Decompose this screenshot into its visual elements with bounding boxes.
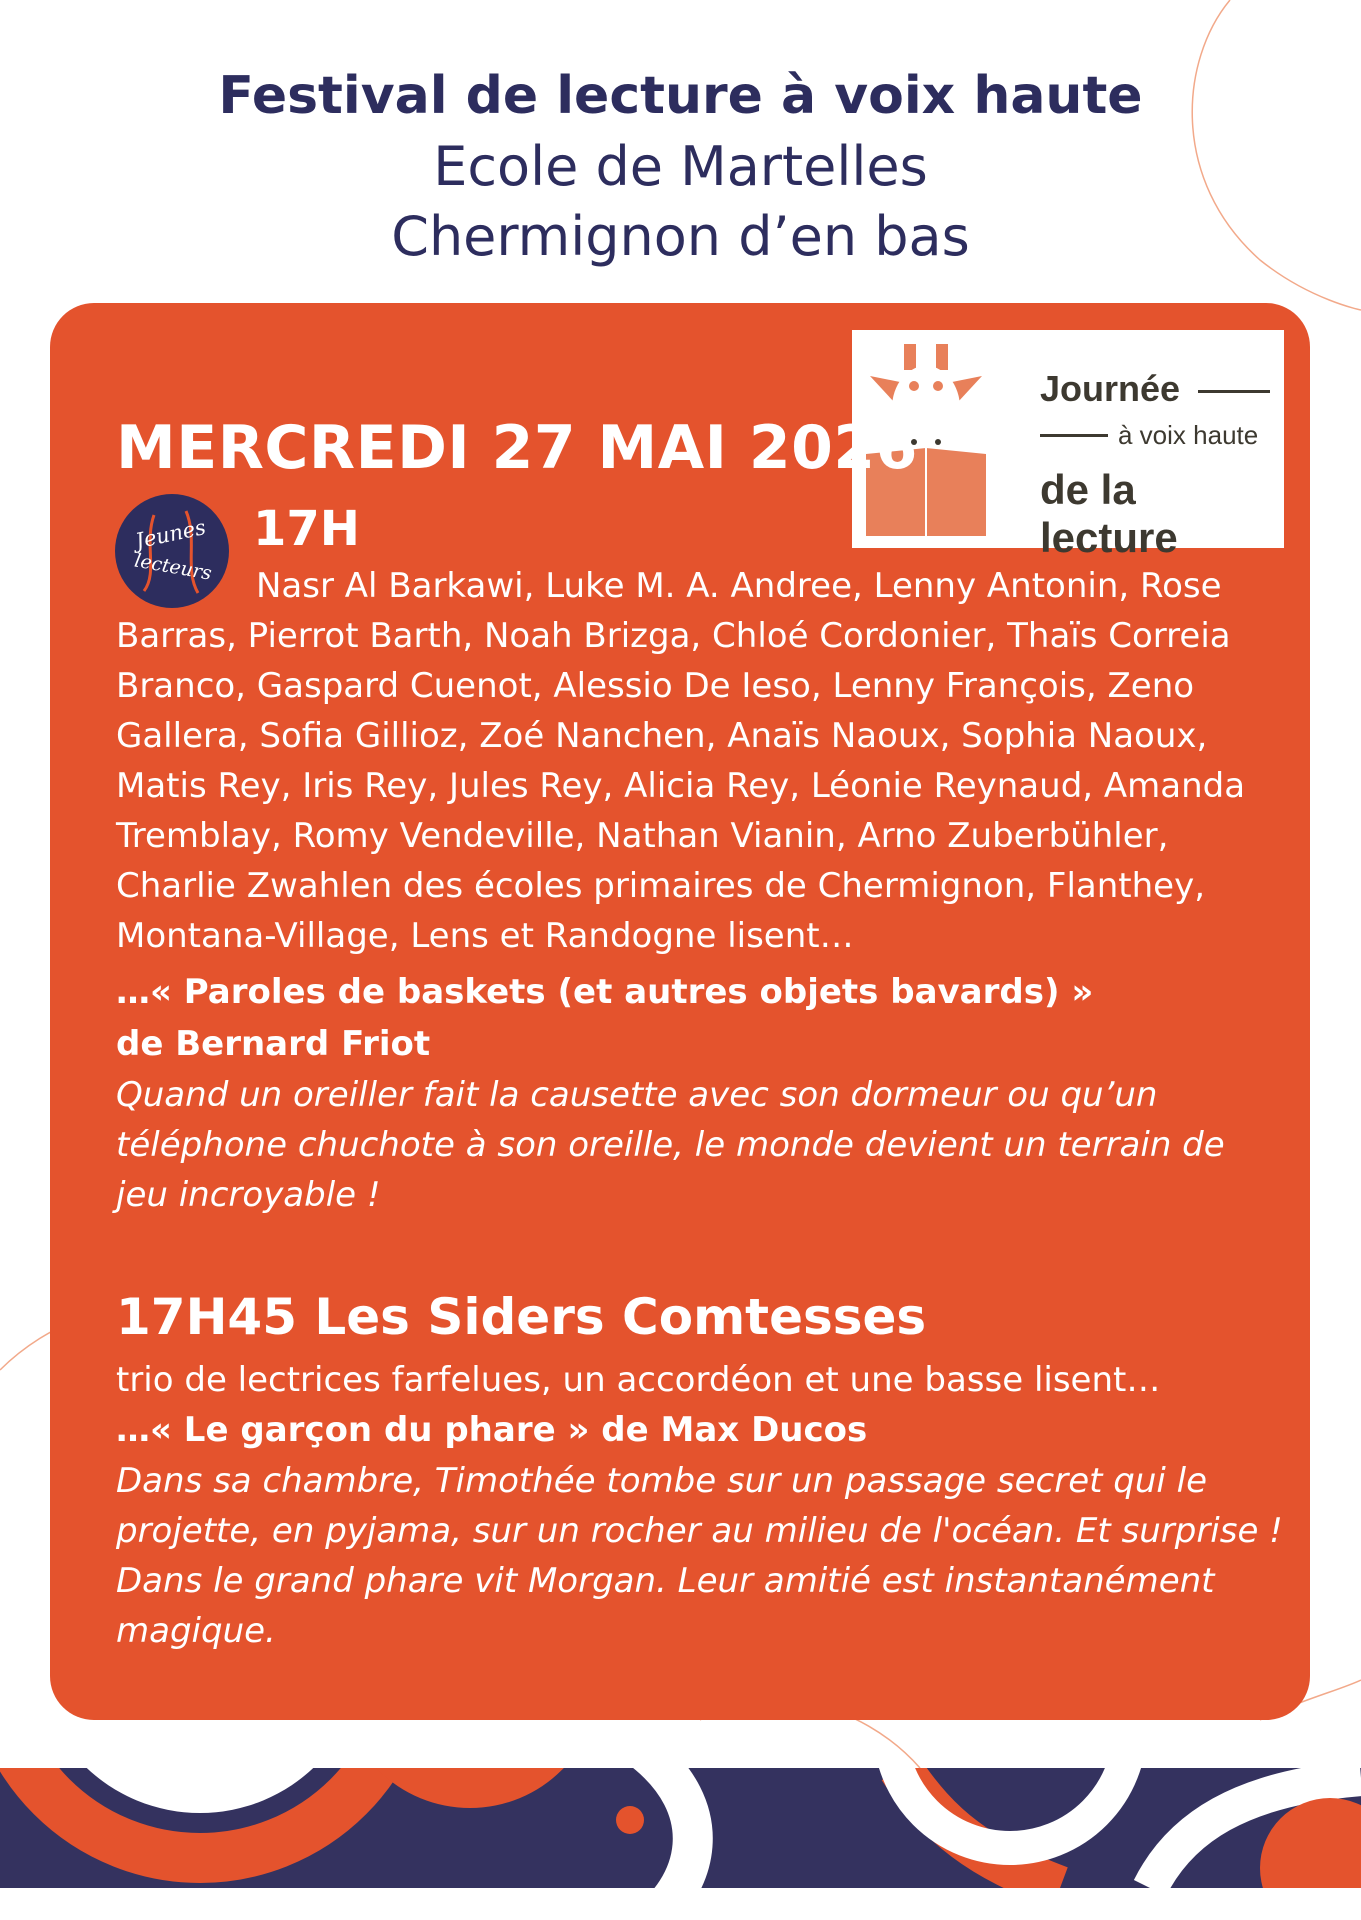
- logo-word-voix-haute: à voix haute: [1118, 420, 1259, 450]
- session2-block: [116, 1278, 1296, 1656]
- session2-description: Dans sa chambre, Timothée tombe sur un passage secret qui le projette, en pyjama, sur un rocher au milieu de l'océan. Et surprise ! Dans le grand phare vit Morgan. Leur amitié est instantanément magique.: [116, 1461, 1283, 1651]
- session1-book-title: …« Paroles de baskets (et autres objets bavards) »: [116, 972, 1094, 1012]
- decorative-banner: [0, 1768, 1361, 1888]
- logo-word-journee: Journée: [1040, 368, 1181, 409]
- location-name: Chermignon d’en bas: [391, 205, 970, 268]
- school-name: Ecole de Martelles: [433, 135, 928, 198]
- session1-readers: Nasr Al Barkawi, Luke M. A. Andree, Lenny Antonin, Rose Barras, Pierrot Barth, Noah Brizga, Chloé Cordonier, Thaïs Correia Branco, Gaspard Cuenot, Alessio De Ieso, Lenny François, Zeno Gallera, Sofia Gillioz, Zoé Nanchen, Anaïs Naoux, Sophia Naoux, Matis Rey, Iris Rey, Jules Rey, Alicia Rey, Léonie Reynaud, Amanda Tremblay, Romy Vendeville, Nathan Vianin, Arno Zuberbühler, Charlie Zwahlen des écoles primaires de Chermignon, Flanthey, Montana-Village, Lens et Randogne lisent…: [116, 566, 1246, 956]
- logo-rule-middle: [1040, 434, 1108, 437]
- session2-intro: trio de lectrices farfelues, un accordéon et une basse lisent…: [116, 1360, 1161, 1400]
- session1-author: de Bernard Friot: [116, 1024, 431, 1064]
- badge-word-lecteurs: lecteurs: [132, 549, 214, 585]
- logo-rule-top: [1198, 390, 1270, 393]
- logo-word-lecture: de la lecture: [1040, 466, 1178, 561]
- festival-title: Festival de lecture à voix haute: [218, 66, 1143, 126]
- event-date: MERCREDI 27 MAI 2026: [116, 413, 918, 483]
- session1-description: Quand un oreiller fait la causette avec son dormeur ou qu’un téléphone chuchote à son oreille, le monde devient un terrain de jeu incroyable !: [116, 1075, 1225, 1215]
- session1-time: 17H: [253, 501, 360, 557]
- session2-book-title: …« Le garçon du phare » de Max Ducos: [116, 1410, 868, 1450]
- badge-word-jeunes: Jeunes: [133, 515, 208, 554]
- session2-time: 17H45 Les Siders Comtesses: [116, 1288, 927, 1346]
- session1-book-block: [116, 966, 1276, 1220]
- event-card: [50, 303, 1310, 1720]
- page-header: [0, 60, 1361, 272]
